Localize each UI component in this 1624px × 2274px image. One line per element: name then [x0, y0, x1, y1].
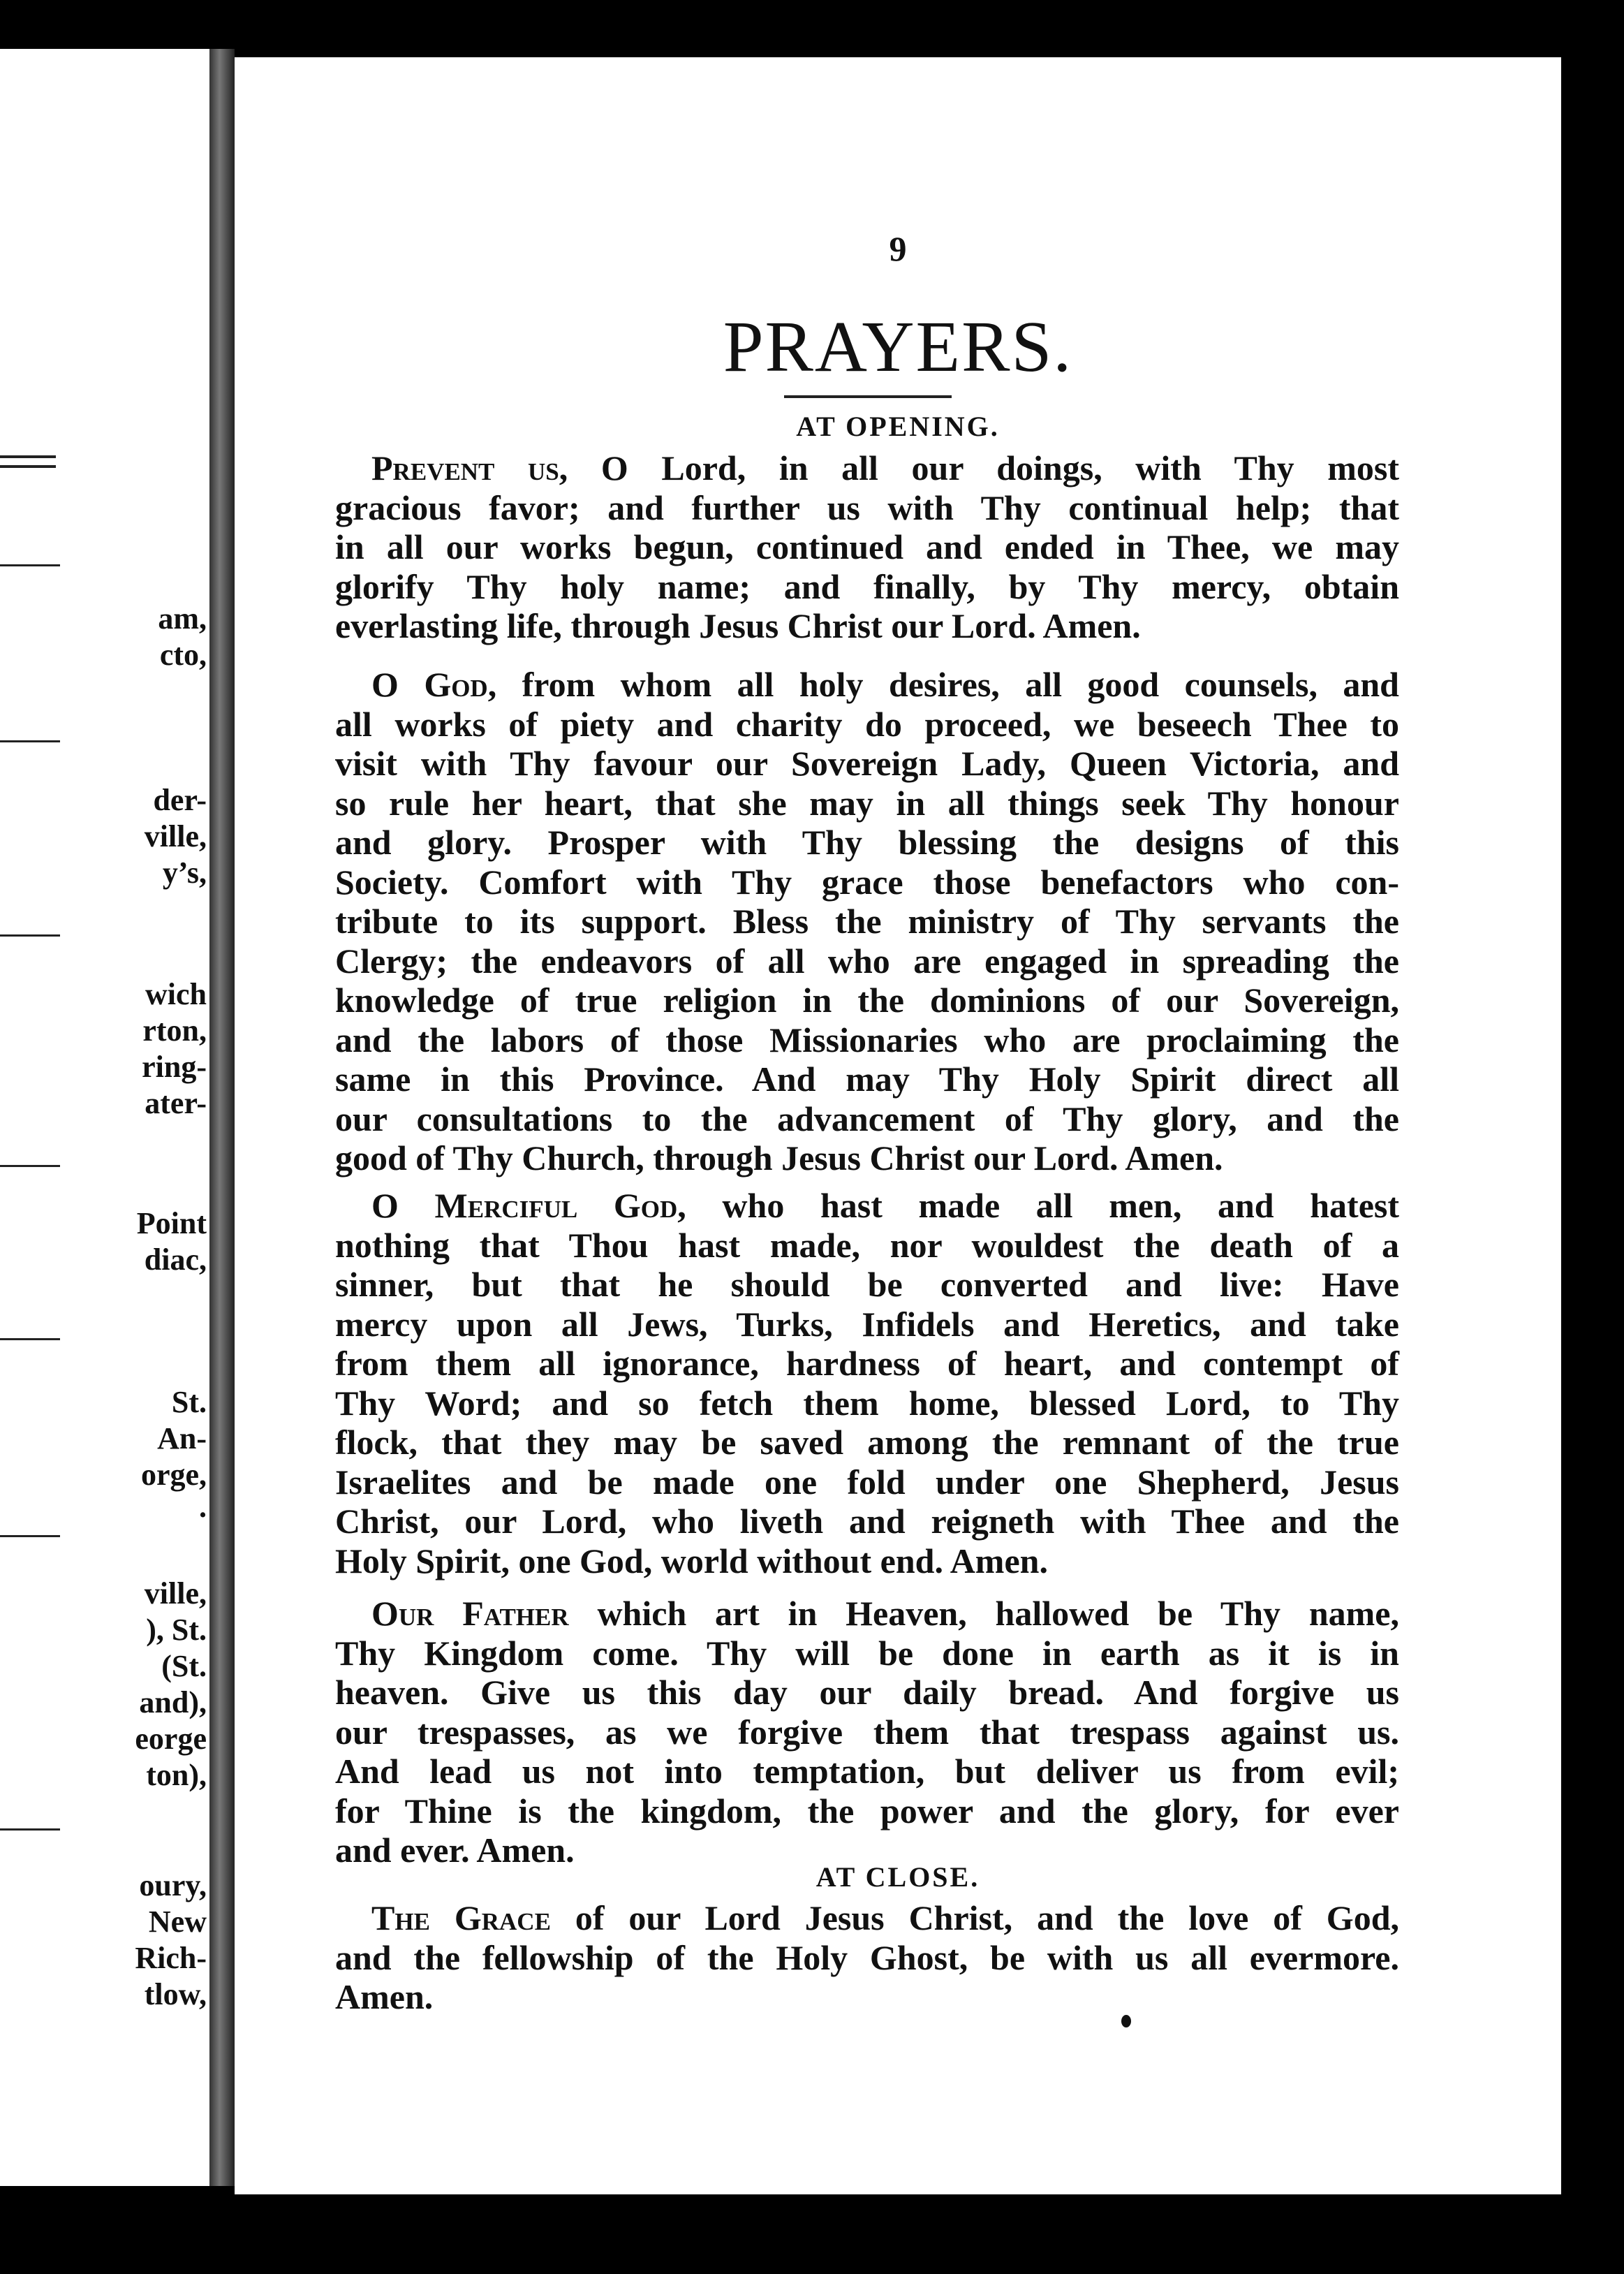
prayer-line: Amen. [335, 1977, 434, 2016]
text-fragment: St. [171, 1385, 207, 1419]
prayer-lead: Prevent us, [371, 448, 568, 487]
prayer-line: Society. Comfort with Thy grace those benefactors who con- [335, 862, 1399, 902]
text-fragment: and), [139, 1685, 207, 1719]
prayer-line: everlasting life, through Jesus Christ our Lord. Amen. [335, 606, 1141, 645]
prayer-lead: O God, [371, 665, 497, 704]
divider [0, 455, 56, 458]
prayer-line: so rule her heart, that she may in all things seek Thy honour [335, 783, 1399, 823]
text-fragment: orge, [140, 1458, 207, 1492]
prayer-line: Christ, our Lord, who liveth and reigneth with Thee and the [335, 1502, 1399, 1541]
text-fragment: ville, [144, 819, 207, 853]
prayer-line: and the fellowship of the Holy Ghost, be with us all evermore. [335, 1937, 1399, 1977]
prayer-line: same in this Province. And may Thy Holy Spirit direct all [335, 1059, 1399, 1099]
text-fragment: New [148, 1905, 207, 1939]
text-fragment: am, [158, 601, 207, 636]
prayer-line: our trespasses, as we forgive them that trespass against us. [335, 1712, 1399, 1752]
prayer-lead: The Grace [371, 1898, 551, 1937]
prayer-line: O God, from whom all holy desires, all good counsels, and [371, 665, 1399, 704]
title-rule [784, 395, 952, 398]
prayer-line: flock, that they may be saved among the remnant of the true [335, 1423, 1399, 1462]
prayer-line: nothing that Thou hast made, nor wouldest the death of a [335, 1225, 1399, 1265]
prayer-line: for Thine is the kingdom, the power and the glory, for ever [335, 1791, 1399, 1831]
text-fragment: y’s, [162, 856, 207, 890]
prayer-paragraph [335, 1186, 1399, 1580]
text-fragment: Rich- [135, 1941, 207, 1975]
prayer-line: heaven. Give us this day our daily bread. And forgive us [335, 1673, 1399, 1712]
text-fragment: wich [145, 977, 207, 1011]
prayer-line: knowledge of true religion in the dominions of our Sovereign, [335, 981, 1399, 1020]
book-page [235, 57, 1561, 2194]
text-fragment: rton, [142, 1013, 207, 1048]
prayer-paragraph [335, 1898, 1399, 2017]
prayer-line: tribute to its support. Bless the ministry of Thy servants the [335, 902, 1399, 941]
prayer-paragraph [335, 448, 1399, 646]
divider [0, 1338, 60, 1340]
prayer-line: in all our works begun, continued and ended in Thee, we may [335, 527, 1399, 566]
text-fragment: cto, [159, 638, 207, 672]
prayer-line: The Grace of our Lord Jesus Christ, and the love of God, [371, 1898, 1400, 1937]
text-fragment: ater- [145, 1086, 207, 1120]
text-fragment: ville, [144, 1576, 207, 1611]
text-fragment: (St. [161, 1649, 207, 1683]
section-heading-opening: AT OPENING. [796, 411, 1000, 442]
prayer-line: good of Thy Church, through Jesus Christ our Lord. Amen. [335, 1138, 1223, 1178]
prayer-line: and ever. Amen. [335, 1831, 575, 1870]
prayer-line: our consultations to the advancement of Thy glory, and the [335, 1099, 1399, 1138]
divider [0, 1828, 60, 1831]
text-fragment: Point [136, 1206, 207, 1240]
prayer-lead: O Merciful God, [371, 1186, 686, 1225]
prayer-line: visit with Thy favour our Sovereign Lady, Queen Victoria, and [335, 744, 1399, 783]
prayer-lead: Our Father [371, 1594, 569, 1633]
prayer-line: all works of piety and charity do proceed, we beseech Thee to [335, 704, 1399, 744]
prayer-line: O Merciful God, who hast made all men, and hatest [371, 1186, 1399, 1225]
prayer-line: Thy Word; and so fetch them home, blessed Lord, to Thy [335, 1383, 1399, 1423]
divider [0, 1165, 60, 1167]
divider [0, 740, 60, 742]
text-fragment: tlow, [144, 1977, 207, 2011]
prayer-paragraph [335, 665, 1399, 1178]
text-fragment: ring- [142, 1050, 207, 1084]
text-fragment: ), St. [146, 1613, 207, 1647]
prayer-line: Holy Spirit, one God, world without end. Amen. [335, 1541, 1048, 1580]
page-title: PRAYERS. [723, 307, 1073, 387]
ink-dot [1121, 2015, 1131, 2027]
page-number: 9 [889, 229, 907, 268]
left-facing-page [0, 49, 214, 2186]
prayer-line: glorify Thy holy name; and finally, by Thy mercy, obtain [335, 566, 1399, 606]
book-gutter [209, 49, 235, 2186]
prayer-line: Israelites and be made one fold under one Shepherd, Jesus [335, 1462, 1399, 1502]
text-fragment: diac, [144, 1242, 207, 1277]
prayer-line: gracious favor; and further us with Thy continual help; that [335, 487, 1399, 527]
prayer-line: mercy upon all Jews, Turks, Infidels and Heretics, and take [335, 1304, 1399, 1344]
text-fragment: oury, [139, 1868, 207, 1902]
text-fragment: eorge [135, 1722, 207, 1756]
divider [0, 934, 60, 937]
prayer-line: Thy Kingdom come. Thy will be done in earth as it is in [335, 1633, 1399, 1673]
prayer-line: And lead us not into temptation, but deliver us from evil; [335, 1752, 1399, 1791]
prayer-line: Prevent us, O Lord, in all our doings, with Thy most [371, 448, 1399, 487]
prayer-line: and glory. Prosper with Thy blessing the designs of this [335, 823, 1399, 862]
text-fragment: . [199, 1490, 207, 1524]
section-heading-close: AT CLOSE. [815, 1861, 980, 1893]
divider [0, 564, 60, 566]
prayer-line: Clergy; the endeavors of all who are engaged in spreading the [335, 941, 1399, 981]
prayer-line: from them all ignorance, hardness of heart, and contempt of [335, 1344, 1399, 1383]
text-fragment: An- [157, 1421, 207, 1455]
text-fragment: der- [153, 783, 207, 817]
prayer-line: Our Father which art in Heaven, hallowed be Thy name, [371, 1594, 1399, 1633]
prayer-paragraph [335, 1594, 1399, 1870]
divider [0, 1535, 60, 1537]
prayer-line: and the labors of those Missionaries who are proclaiming the [335, 1020, 1399, 1059]
prayer-line: sinner, but that he should be converted and live: Have [335, 1265, 1399, 1304]
text-fragment: ton), [146, 1758, 207, 1792]
